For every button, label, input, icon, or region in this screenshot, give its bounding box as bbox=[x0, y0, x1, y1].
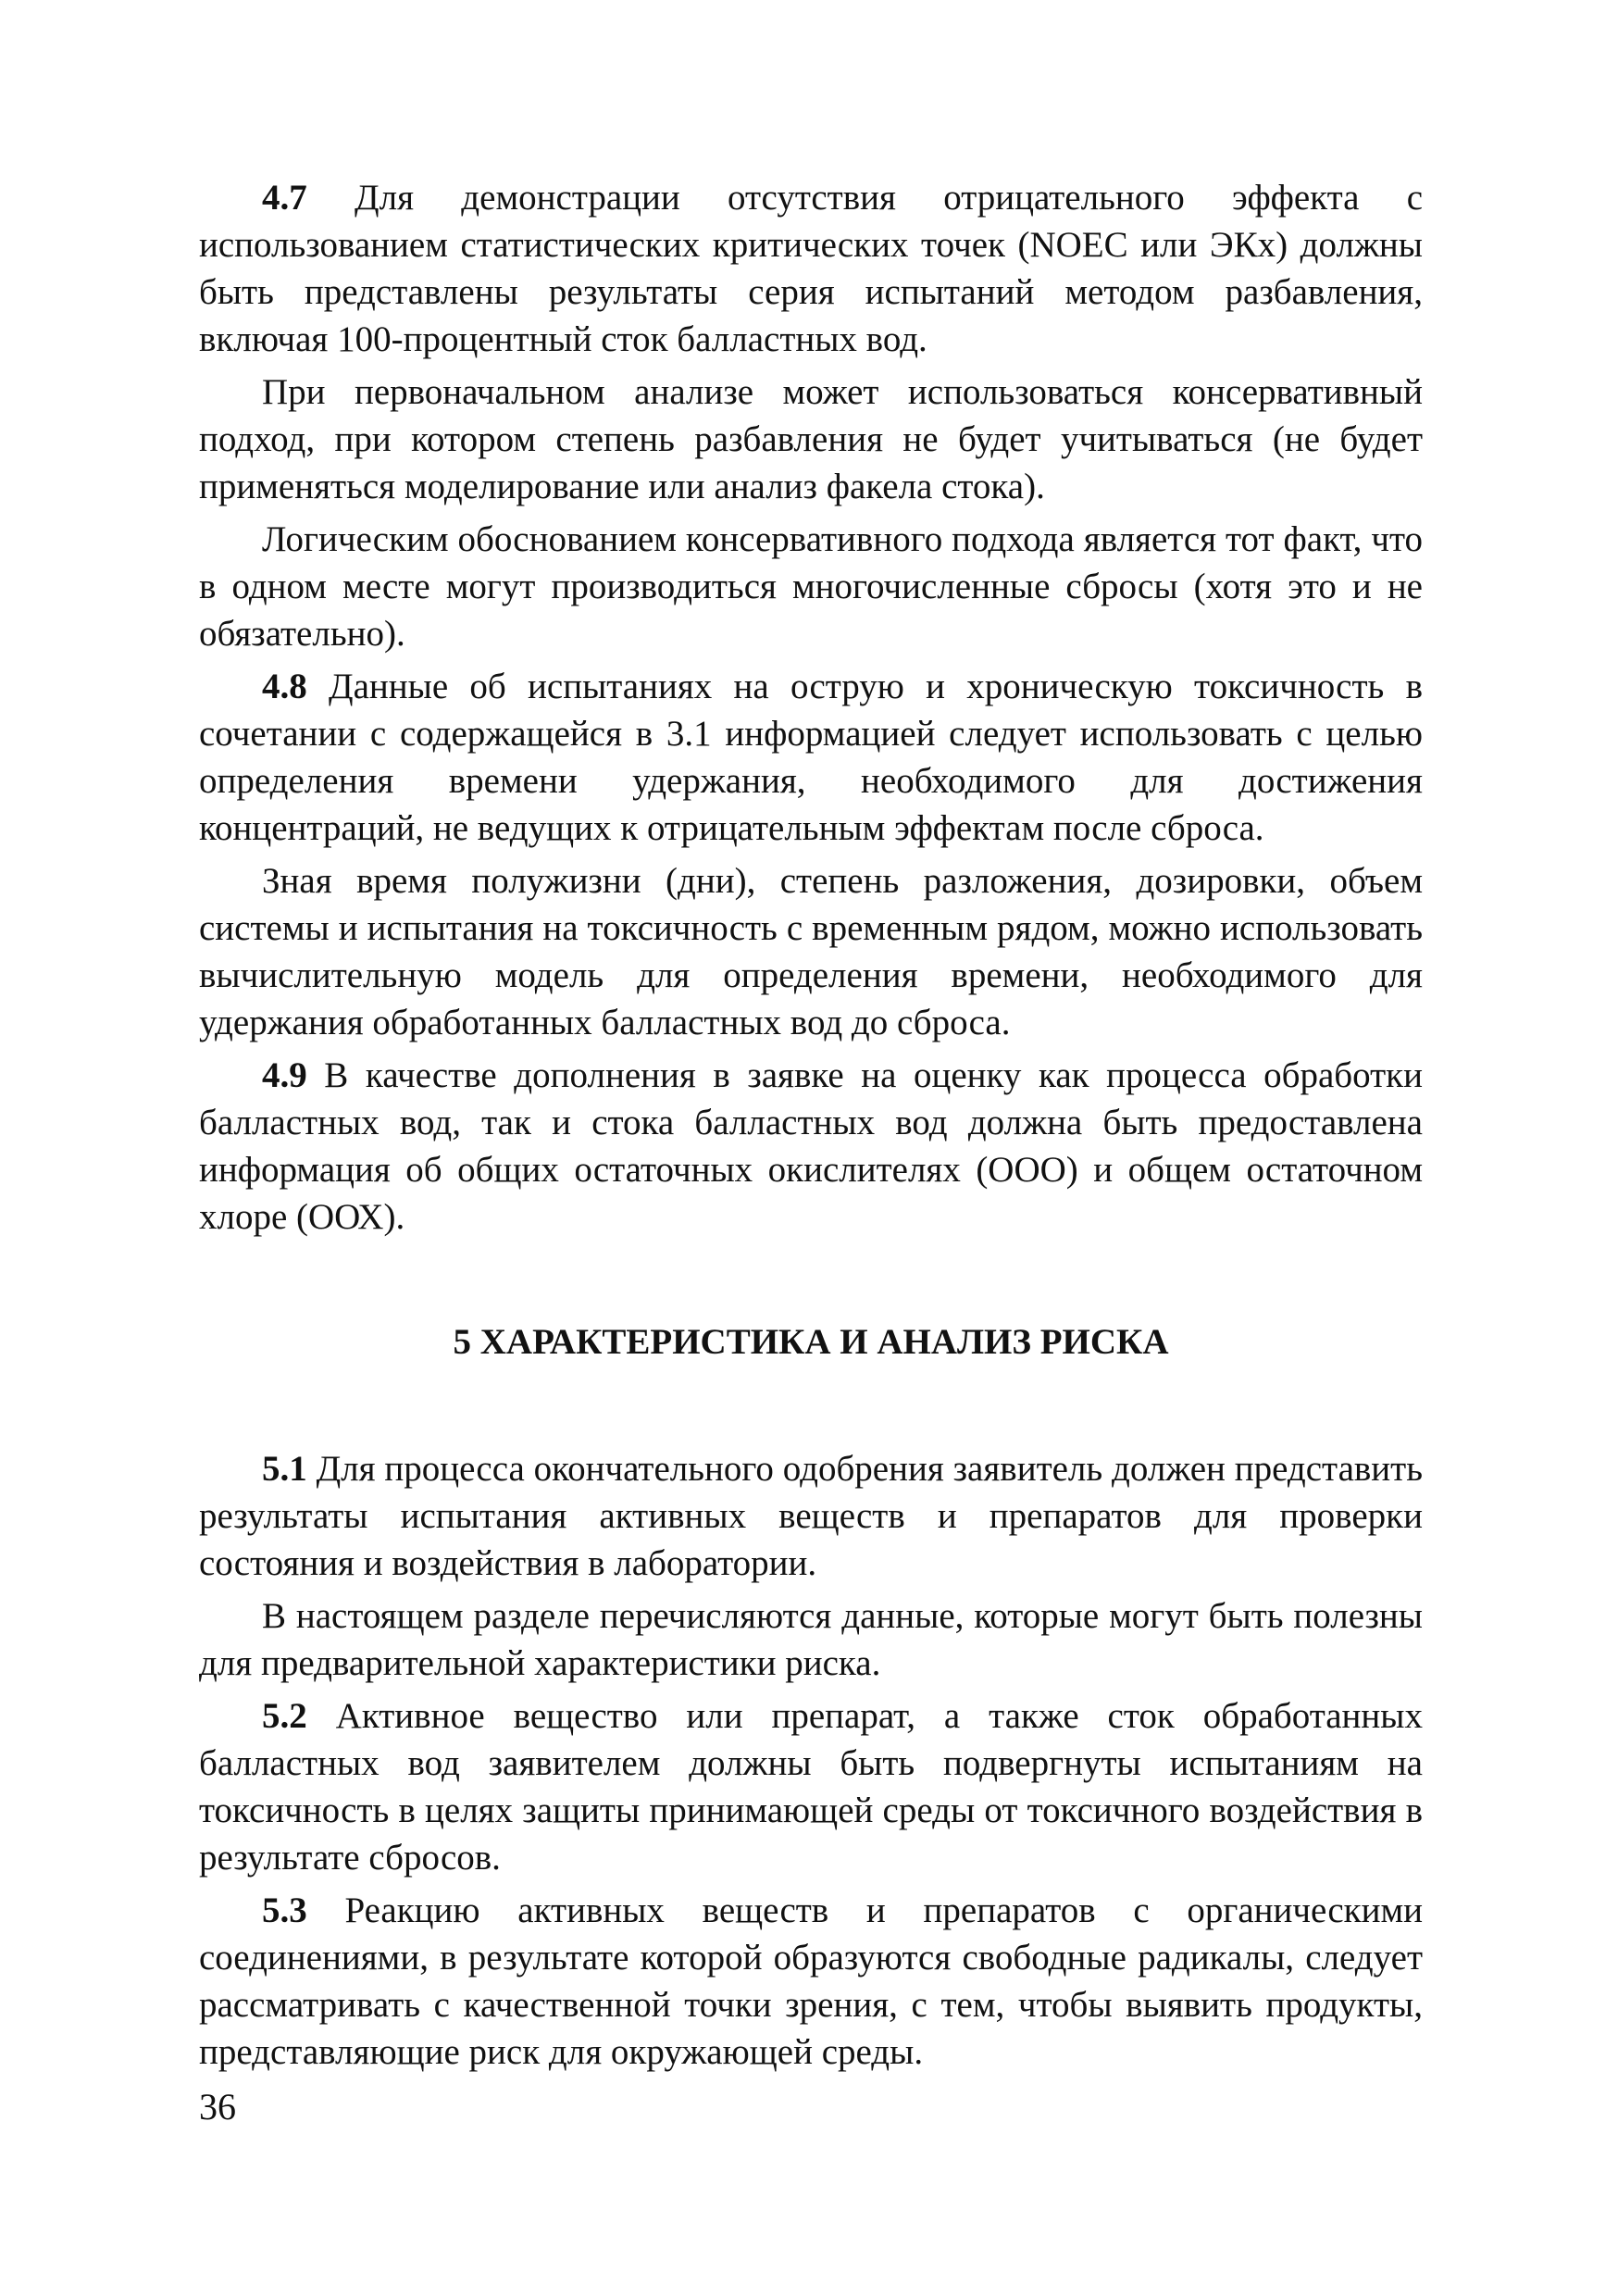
paragraph-text: В качестве дополнения в заявке на оценку как процесса обработки балластных вод, так и стока балластных вод должна быть предоставлена информация об общих остаточных окислителях (ООО) и общем остаточном хлоре (ООХ). bbox=[199, 1055, 1423, 1237]
clause-number-5-3: 5.3 bbox=[262, 1890, 307, 1930]
paragraph-5-1 bbox=[199, 1445, 1423, 1587]
paragraph-5-3 bbox=[199, 1887, 1423, 2076]
paragraph-text: Данные об испытаниях на острую и хроническую токсичность в сочетании с содержащейся в 3.1 информацией следует использовать с целью определения времени удержания, необходимого для достижения концентраций, не ведущих к отрицательным эффектам после сброса. bbox=[199, 667, 1423, 848]
paragraph-text: Активное вещество или препарат, а также сток обработанных балластных вод заявителем должны быть подвергнуты испытаниям на токсичность в целях защиты принимающей среды от токсичного воздействия в результате сбросов. bbox=[199, 1696, 1423, 1878]
clause-number-5-1: 5.1 bbox=[262, 1449, 307, 1489]
paragraph-4-7-c: Логическим обоснованием консервативного подхода является тот факт, что в одном месте могут производиться многочисленные сбросы (хотя это и не обязательно). bbox=[199, 519, 1423, 654]
paragraph-5-1-b: В настоящем разделе перечисляются данные, которые могут быть полезны для предварительной характеристики риска. bbox=[199, 1596, 1423, 1683]
paragraph-4-7-b: При первоначальном анализе может использоваться консервативный подход, при котором степень разбавления не будет учитываться (не будет применяться моделирование или анализ факела стока). bbox=[199, 372, 1423, 506]
paragraph-4-9 bbox=[199, 1052, 1423, 1241]
clause-number-4-7: 4.7 bbox=[262, 178, 307, 218]
clause-number-5-2: 5.2 bbox=[262, 1696, 307, 1736]
page-content bbox=[199, 174, 1423, 2081]
paragraph-4-8-b: Зная время полужизни (дни), степень разложения, дозировки, объем системы и испытания на токсичность с временным рядом, можно использовать вычислительную модель для определения времени, необходимого для удержания обработанных балластных вод до сброса. bbox=[199, 861, 1423, 1042]
clause-number-4-8: 4.8 bbox=[262, 667, 307, 706]
paragraph-4-7 bbox=[199, 174, 1423, 363]
paragraph-text: Для процесса окончательного одобрения заявитель должен представить результаты испытания активных веществ и препаратов для проверки состояния и воздействия в лаборатории. bbox=[199, 1449, 1423, 1583]
clause-number-4-9: 4.9 bbox=[262, 1055, 307, 1095]
paragraph-4-8 bbox=[199, 663, 1423, 852]
page-number: 36 bbox=[199, 2086, 236, 2128]
section-heading-5: 5 ХАРАКТЕРИСТИКА И АНАЛИЗ РИСКА bbox=[453, 1322, 1169, 1362]
paragraph-text: Реакцию активных веществ и препаратов с органическими соединениями, в результате которой образуются свободные радикалы, следует рассматривать с качественной точки зрения, с тем, чтобы выявить продукты, представляющие риск для окружающей среды. bbox=[199, 1890, 1423, 2072]
paragraph-text: Для демонстрации отсутствия отрицательного эффекта с использованием статистических критических точек (NOEC или ЭКх) должны быть представлены результаты серия испытаний методом разбавления, включая 100-процентный сток балластных вод. bbox=[199, 178, 1423, 359]
paragraph-5-2 bbox=[199, 1692, 1423, 1881]
